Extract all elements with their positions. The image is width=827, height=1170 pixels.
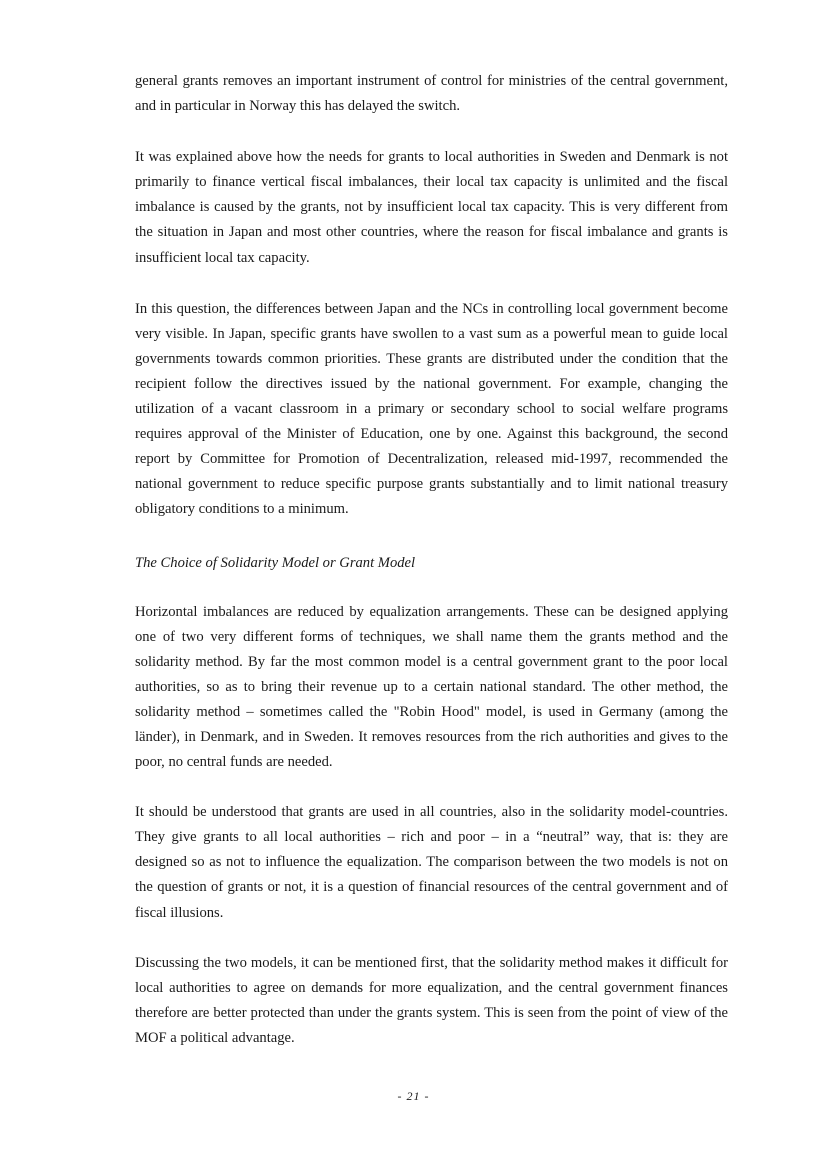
paragraph: In this question, the differences between Japan and the NCs in controlling local government become very visible. In Japan, specific grants have swollen to a vast sum as a powerful mean to guide local governments towards common priorities. These grants are distributed under the condition that the recipient follow the directives issued by the national government. For example, changing the utilization of a vacant classroom in a primary or secondary school to social welfare programs requires approval of the Minister of Education, one by one. Against this background, the second report by Committee for Promotion of Decentralization, released mid-1997, recommended the national government to reduce specific purpose grants substantially and to limit national treasury obligatory conditions to a minimum.	[135, 300, 728, 518]
paragraph: Discussing the two models, it can be mentioned first, that the solidarity method makes it difficult for local authorities to agree on demands for more equalization, and the central government finances therefore are better protected than under the grants system. This is seen from the point of view of the MOF a political advantage.	[135, 954, 728, 1046]
paragraph: It should be understood that grants are used in all countries, also in the solidarity model-countries. They give grants to all local authorities – rich and poor – in a “neutral” way, that is: they are designed so as not to influence the equalization. The comparison between the two models is not on the question of grants or not, it is a question of financial resources of the central government and of fiscal illusions.	[135, 804, 728, 921]
section-heading: The Choice of Solidarity Model or Grant Model	[135, 554, 416, 571]
paragraph: It was explained above how the needs for grants to local authorities in Sweden and Denmark is not primarily to finance vertical fiscal imbalances, their local tax capacity is unlimited and the fiscal imbalance is caused by the grants, not by insufficient local tax capacity. This is very different from the situation in Japan and most other countries, where the reason for fiscal imbalance and grants is insufficient local tax capacity.	[135, 149, 728, 266]
page-number: - 21 -	[397, 1089, 430, 1103]
paragraph: general grants removes an important instrument of control for ministries of the central government, and in particular in Norway this has delayed the switch.	[135, 73, 728, 115]
paragraph: Horizontal imbalances are reduced by equalization arrangements. These can be designed applying one of two very different forms of techniques, we shall name them the grants method and the solidarity method. By far the most common model is a central government grant to the poor local authorities, so as to bring their revenue up to a certain national standard. The other method, the solidarity method – sometimes called the "Robin Hood" model, is used in Germany (among the länder), in Denmark, and in Sweden. It removes resources from the rich authorities and gives to the poor, no central funds are needed.	[135, 603, 728, 771]
document-body	[135, 69, 728, 1051]
